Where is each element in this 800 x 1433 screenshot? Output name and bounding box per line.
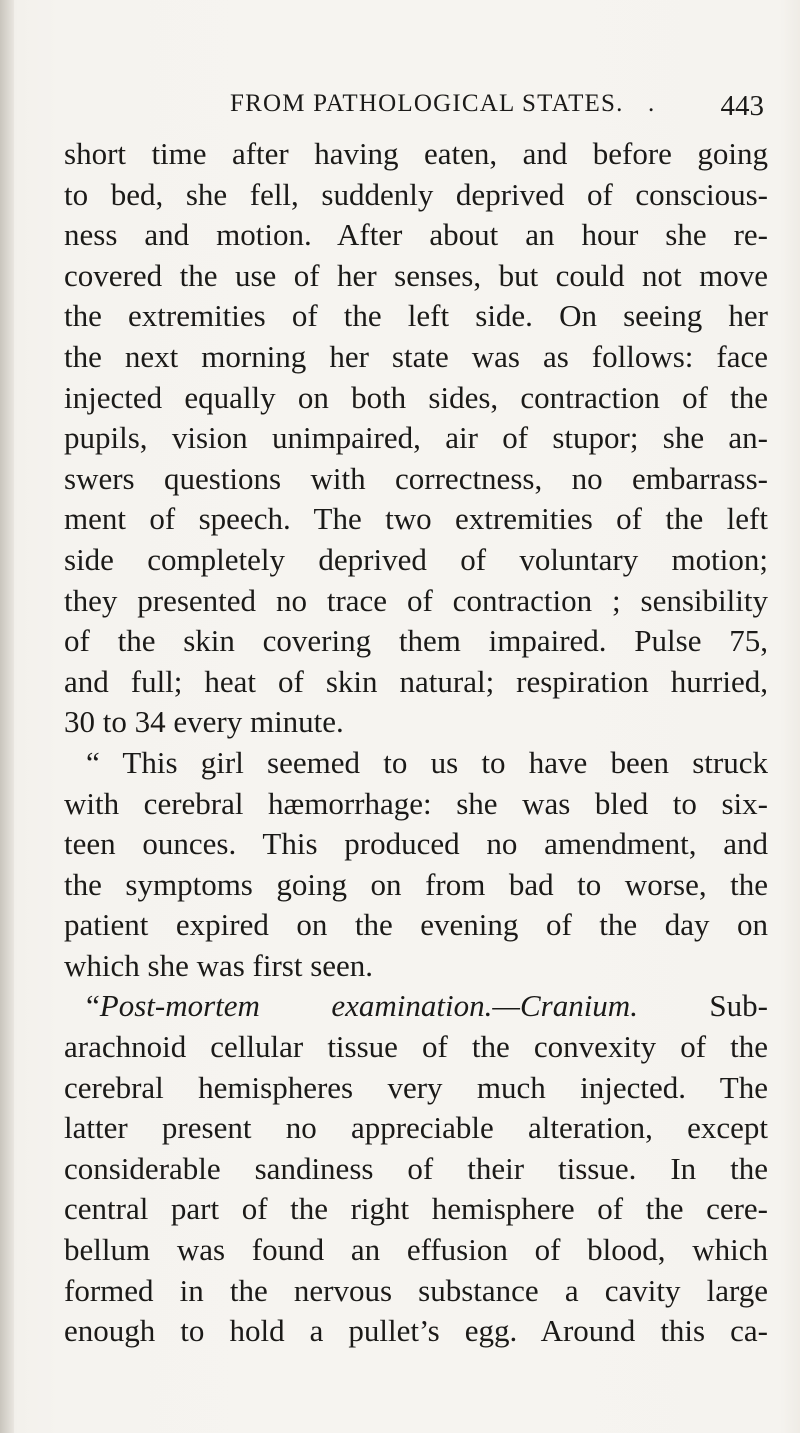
text-line: with cerebral hæmorrhage: she was bled to six- [64, 785, 768, 821]
text-line: central part of the right hemisphere of the cere- [64, 1191, 768, 1227]
text-line: formed in the nervous substance a cavity large [64, 1272, 768, 1308]
page-gutter-shadow [0, 0, 14, 1433]
text-line: enough to hold a pullet’s egg. Around this ca- [64, 1313, 768, 1349]
page-number: 443 [720, 90, 764, 122]
section-heading: Post-mortem examination.—Cranium. [99, 988, 638, 1024]
text-line: to bed, she fell, suddenly deprived of conscious- [64, 176, 768, 212]
text-line: they presented no trace of contraction ; sensibility [64, 582, 768, 618]
paragraph-start-line [64, 986, 768, 1027]
text-line: cerebral hemispheres very much injected. The [64, 1069, 768, 1105]
text-line: the next morning her state was as follows: face [64, 338, 768, 374]
opening-quote: “ [86, 988, 100, 1024]
text-line: ment of speech. The two extremities of the left [64, 501, 768, 537]
text-line: of the skin covering them impaired. Pulse 75, [64, 623, 768, 659]
running-header [230, 84, 764, 124]
text-line: injected equally on both sides, contraction of the [64, 379, 768, 415]
paragraph-start-line: “ This girl seemed to us to have been struck [86, 744, 768, 780]
text-line: considerable sandiness of their tissue. In the [64, 1150, 768, 1186]
body-text [64, 134, 768, 1352]
header-separator: . [648, 90, 656, 117]
text-line: pupils, vision unimpaired, air of stupor; she an- [64, 420, 768, 456]
paragraph-end-line: which she was first seen. [64, 947, 374, 983]
text-line: side completely deprived of voluntary motion; [64, 541, 768, 577]
running-title: FROM PATHOLOGICAL STATES. [230, 90, 624, 117]
text-line: short time after having eaten, and before going [64, 136, 768, 171]
text-line: swers questions with correctness, no embarrass- [64, 460, 768, 496]
text-line: and full; heat of skin natural; respiration hurried, [64, 663, 768, 699]
text-line: patient expired on the evening of the day on [64, 907, 768, 943]
text-line: latter present no appreciable alteration, except [64, 1110, 768, 1146]
text-line: covered the use of her senses, but could not move [64, 257, 768, 293]
text-line: the extremities of the left side. On seeing her [64, 298, 768, 334]
text-line: teen ounces. This produced no amendment, and [64, 826, 768, 862]
paragraph-end-line: 30 to 34 every minute. [64, 704, 344, 740]
text-line: ness and motion. After about an hour she re- [64, 217, 768, 253]
line-remainder: Sub- [637, 988, 768, 1024]
text-line: bellum was found an effusion of blood, which [64, 1232, 768, 1268]
text-line: the symptoms going on from bad to worse, the [64, 866, 768, 902]
text-line: arachnoid cellular tissue of the convexity of the [64, 1029, 768, 1065]
